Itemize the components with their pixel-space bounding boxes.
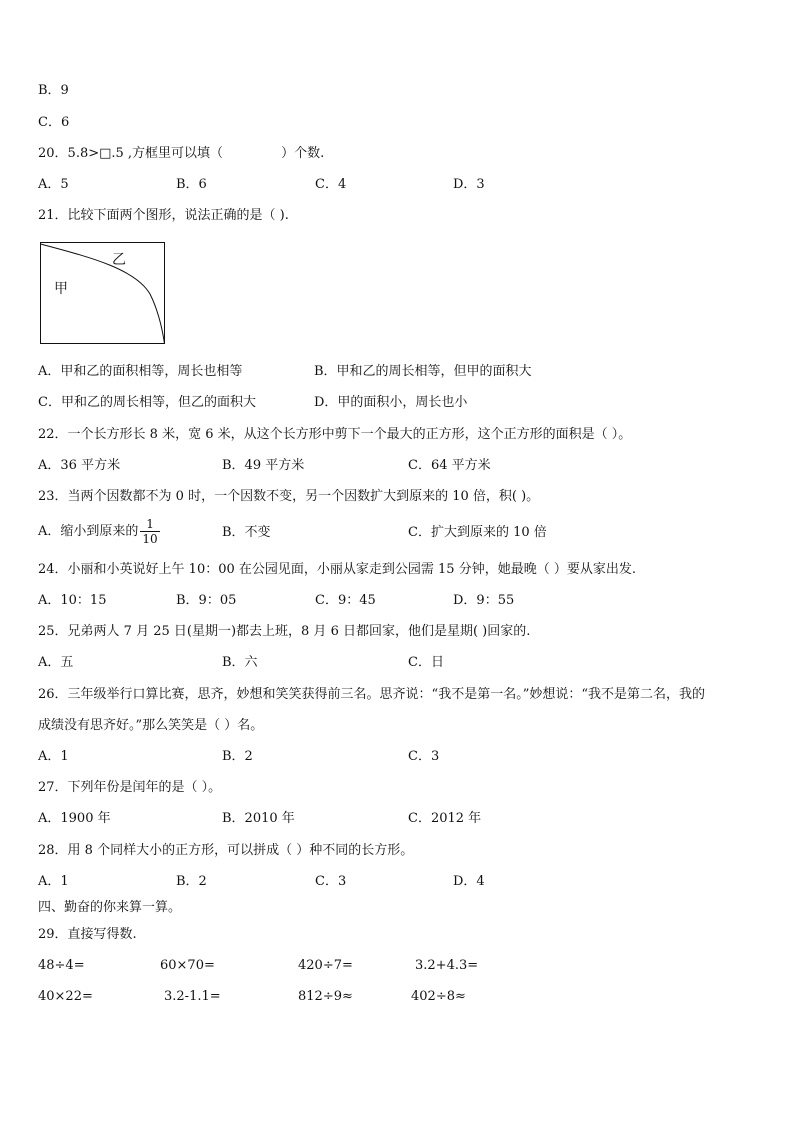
q21-label-yi: 乙 [112, 252, 126, 268]
q27-stem: 27．下列年份是闰年的是（ ）。 [38, 780, 222, 795]
q22-option-c: C．64 平方米 [408, 458, 491, 473]
q24-option-b: B．9：05 [176, 593, 237, 608]
q24-option-a: A．10：15 [38, 593, 107, 608]
q19-option-c: C．6 [38, 115, 70, 130]
q29-expression: 3.2-1.1= [164, 989, 221, 1004]
q29-expression: 48÷4= [38, 958, 85, 973]
q27-option-c: C．2012 年 [408, 811, 482, 826]
q20-stem [38, 145, 324, 163]
q22-stem: 22．一个长方形长 8 米，宽 6 米，从这个长方形中剪下一个最大的正方形，这个正方形的面积是（ ）。 [38, 427, 632, 442]
section-4-title: 四、勤奋的你来算一算。 [38, 900, 182, 915]
q24-option-d: D．9：55 [453, 593, 515, 608]
q28-option-d: D．4 [453, 874, 485, 889]
q28-stem: 28．用 8 个同样大小的正方形，可以拼成（ ）种不同的长方形。 [38, 843, 414, 858]
q29-expression: 812÷9≈ [298, 989, 353, 1004]
q23-option-a [38, 517, 160, 546]
q21-figure [40, 242, 165, 344]
q21-label-jia: 甲 [54, 281, 68, 297]
q29-expression: 402÷8≈ [411, 989, 466, 1004]
q28-option-a: A．1 [38, 874, 69, 889]
q23-fraction-numerator: 1 [140, 517, 159, 532]
q20-stem-part-a: 20．5.8>□.5 ,方框里可以填（ [38, 146, 224, 161]
q23-option-a-text: A．缩小到原来的 [38, 524, 139, 539]
q20-stem-part-b: ）个数. [281, 146, 325, 161]
q20-option-b: B．6 [176, 177, 207, 192]
q22-option-b: B．49 平方米 [222, 458, 305, 473]
q27-option-b: B．2010 年 [222, 811, 295, 826]
q28-option-b: B．2 [176, 874, 207, 889]
q28-option-c: C．3 [315, 874, 347, 889]
q23-option-c: C．扩大到原来的 10 倍 [408, 525, 547, 540]
q24-stem: 24．小丽和小英说好上午 10：00 在公园见面，小丽从家走到公园需 15 分钟，她最晚（ ）要从家出发. [38, 562, 636, 577]
q23-fraction [140, 517, 159, 546]
q26-option-a: A．1 [38, 749, 69, 764]
q29-expression: 420÷7= [298, 958, 353, 973]
q26-stem-line2: 成绩没有思齐好。”那么笑笑是（ ）名。 [38, 718, 264, 733]
q29-stem: 29．直接写得数. [38, 927, 137, 942]
q20-option-c: C．4 [315, 177, 347, 192]
q26-option-b: B．2 [222, 749, 253, 764]
q21-option-a: A．甲和乙的面积相等，周长也相等 [38, 364, 243, 379]
q29-expression: 40×22= [38, 989, 93, 1004]
q23-option-b: B．不变 [222, 525, 271, 540]
q29-expression: 60×70= [160, 958, 215, 973]
q20-option-a: A．5 [38, 177, 69, 192]
q26-option-c: C．3 [408, 749, 440, 764]
q24-option-c: C．9：45 [315, 593, 376, 608]
q20-option-d: D．3 [453, 177, 485, 192]
q25-option-a: A．五 [38, 655, 74, 670]
q23-stem: 23．当两个因数都不为 0 时，一个因数不变，另一个因数扩大到原来的 10 倍，积( )。 [38, 489, 540, 504]
q23-fraction-denominator: 10 [142, 532, 158, 546]
q27-option-a: A．1900 年 [38, 811, 111, 826]
q21-stem: 21．比较下面两个图形，说法正确的是（ ). [38, 208, 289, 223]
q21-option-b: B．甲和乙的周长相等，但甲的面积大 [314, 364, 532, 379]
q22-option-a: A．36 平方米 [38, 458, 121, 473]
q19-option-b: B．9 [38, 83, 69, 98]
q26-stem-line1: 26．三年级举行口算比赛，思齐，妙想和笑笑获得前三名。思齐说：“我不是第一名。”妙想说：“我不是第二名，我的 [38, 687, 705, 702]
q25-option-c: C．日 [408, 655, 444, 670]
q29-expression: 3.2+4.3= [415, 958, 479, 973]
q21-option-d: D．甲的面积小，周长也小 [314, 395, 468, 410]
q25-option-b: B．六 [222, 655, 258, 670]
q21-option-c: C．甲和乙的周长相等，但乙的面积大 [38, 395, 256, 410]
q25-stem: 25．兄弟两人 7 月 25 日(星期一)都去上班，8 月 6 日都回家，他们是星期( )回家的. [38, 624, 531, 639]
